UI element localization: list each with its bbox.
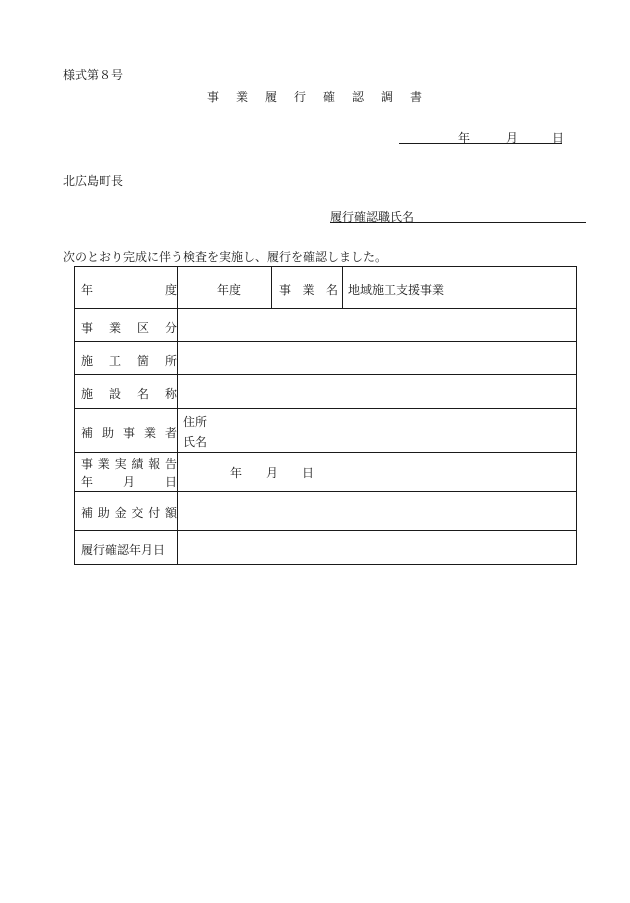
- table-row: [75, 342, 576, 375]
- label-char: 月: [122, 475, 135, 489]
- label-char: 施: [81, 387, 94, 401]
- table-row: [75, 375, 576, 409]
- confirmation-table: [74, 266, 577, 565]
- title-char: 調: [381, 90, 394, 104]
- row-label-facility-name: [81, 385, 183, 402]
- label-char: 事: [122, 426, 135, 440]
- label-char: 業: [143, 426, 156, 440]
- label-char: 分: [164, 321, 177, 335]
- title-char: 認: [352, 90, 365, 104]
- label-char: 設: [108, 387, 121, 401]
- label-char: 日: [164, 475, 177, 489]
- label-char: 報: [148, 457, 161, 471]
- label-char: 金: [114, 506, 127, 520]
- recipient-address-field[interactable]: 住所: [183, 415, 208, 429]
- intro-text: 次のとおり完成に伴う検査を実施し、履行を確認しました。: [63, 250, 388, 264]
- document-title: [207, 88, 439, 105]
- report-day-label: 日: [302, 466, 315, 480]
- row-label-report-line1: [81, 455, 183, 472]
- label-char: 工: [108, 354, 121, 368]
- label-char: 告: [164, 457, 177, 471]
- label-char: 所: [164, 354, 177, 368]
- date-day-label: 日: [552, 131, 565, 145]
- row-label-report-line2: [81, 473, 183, 490]
- label-char: 施: [81, 354, 94, 368]
- table-row: [75, 267, 576, 309]
- label-char: 事: [81, 321, 94, 335]
- row-label-grant-recipient: [81, 424, 183, 441]
- table-row: [75, 492, 576, 531]
- form-number: 様式第８号: [63, 68, 124, 82]
- inspector-label: 履行確認職氏名: [330, 210, 415, 224]
- label-char: 区: [136, 321, 149, 335]
- label-char: 箇: [136, 354, 149, 368]
- label-char: 補: [81, 506, 94, 520]
- label-char: 名: [136, 387, 149, 401]
- label-char: 者: [164, 426, 177, 440]
- cell-divider: [271, 267, 272, 308]
- report-month-label: 月: [266, 466, 279, 480]
- label-char: 業: [302, 283, 315, 297]
- date-year-label: 年: [458, 131, 471, 145]
- title-char: 確: [323, 90, 336, 104]
- row-label-confirmation-date: 履行確認年月日: [81, 543, 166, 557]
- label-char: 実: [114, 457, 127, 471]
- row-label-project-name: [279, 281, 338, 298]
- label-char: 事: [81, 457, 94, 471]
- title-char: 行: [294, 90, 307, 104]
- title-char: 業: [236, 90, 249, 104]
- row-label-fiscal-year: [81, 281, 183, 298]
- label-char: 度: [164, 283, 177, 297]
- table-row: [75, 531, 576, 565]
- inspector-name-field[interactable]: [330, 208, 586, 223]
- title-char: 事: [207, 90, 220, 104]
- project-name-value[interactable]: 地域施工支援事業: [348, 283, 445, 297]
- title-char: 履: [265, 90, 278, 104]
- label-char: 助: [97, 506, 110, 520]
- cell-divider: [342, 267, 343, 308]
- table-row: [75, 453, 576, 492]
- label-char: 業: [97, 457, 110, 471]
- label-char: 補: [81, 426, 94, 440]
- label-char: 助: [101, 426, 114, 440]
- recipient-name-field[interactable]: 氏名: [183, 435, 208, 449]
- title-char: 書: [410, 90, 423, 104]
- label-char: 業: [108, 321, 121, 335]
- label-char: 交: [131, 506, 144, 520]
- addressee: 北広島町長: [63, 174, 124, 188]
- table-row: [75, 409, 576, 453]
- row-label-project-category: [81, 319, 183, 336]
- date-month-label: 月: [506, 131, 519, 145]
- fiscal-year-value[interactable]: 年度: [217, 283, 242, 297]
- label-char: 年: [81, 283, 94, 297]
- table-row: [75, 309, 576, 342]
- row-label-grant-amount: [81, 504, 183, 521]
- label-char: 額: [164, 506, 177, 520]
- label-char: 事: [279, 283, 292, 297]
- label-char: 年: [81, 475, 94, 489]
- report-year-label: 年: [230, 466, 243, 480]
- row-label-construction-site: [81, 352, 183, 369]
- label-char: 付: [148, 506, 161, 520]
- document-date-field[interactable]: [399, 130, 565, 145]
- label-char: 称: [164, 387, 177, 401]
- label-char: 績: [131, 457, 144, 471]
- label-char: 名: [325, 283, 338, 297]
